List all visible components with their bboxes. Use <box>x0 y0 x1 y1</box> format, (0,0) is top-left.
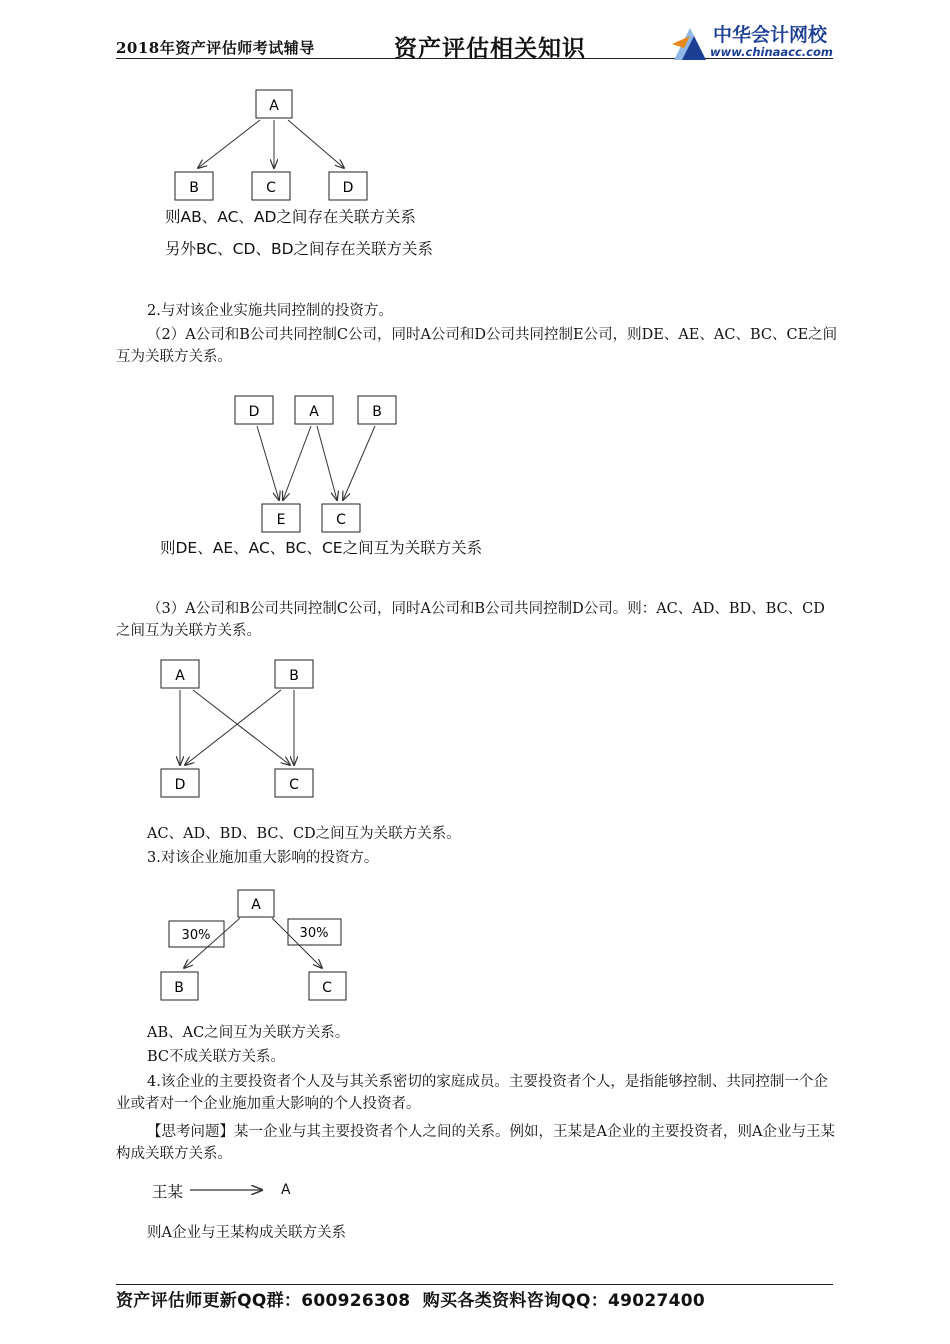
header-course-title: 2018年资产评估师考试辅导 <box>116 39 315 57</box>
node-e-label: E <box>276 512 286 528</box>
arrow-a-e <box>283 426 311 500</box>
logo-url: www.chinaacc.com <box>710 45 833 59</box>
para-relation-list: AC、AD、BD、BC、CD之间互为关联方关系。 <box>147 826 461 842</box>
arrow-b-c <box>343 426 375 500</box>
para-ab-ac: AB、AC之间互为关联方关系。 <box>147 1025 350 1041</box>
logo-name: 中华会计网校 <box>713 24 828 46</box>
pct-left-label: 30% <box>181 928 211 943</box>
pct-right-label: 30% <box>299 926 329 941</box>
arrow-b-d <box>185 690 281 765</box>
para-conclusion: 则A企业与王某构成关联方关系 <box>147 1225 346 1241</box>
arrow-a-d <box>288 120 344 168</box>
node-c-label: C <box>289 777 299 793</box>
node-b-label: B <box>174 980 184 996</box>
node-c-label: C <box>336 512 346 528</box>
arrow-a-b <box>198 120 260 168</box>
logo-mark-icon <box>668 20 712 64</box>
node-d-label: D <box>342 180 354 196</box>
diagram1-caption-2: 另外BC、CD、BD之间存在关联方关系 <box>165 240 434 258</box>
footer-rule <box>116 1284 833 1285</box>
section-3-heading: 3.对该企业施加重大影响的投资方。 <box>147 850 379 866</box>
node-a-label: A <box>175 668 185 684</box>
diagram-joint-control-cross <box>155 655 335 805</box>
section-4-para: 4.该企业的主要投资者个人及与其关系密切的家庭成员。主要投资者个人，是指能够控制、共同控制一个企业或者对一个企业施加重大影响的个人投资者。 <box>116 1074 828 1112</box>
arrow-a-c <box>317 426 337 500</box>
node-d-label: D <box>174 777 186 793</box>
site-logo[interactable] <box>668 18 848 66</box>
diagram2-caption: 则DE、AE、AC、BC、CE之间互为关联方关系 <box>160 539 483 557</box>
para-case-3: （3）A公司和B公司共同控制C公司，同时A公司和B公司共同控制D公司。则：AC、AD、BD、BC、CD之间互为关联方关系。 <box>116 601 825 639</box>
node-d-label: D <box>248 404 260 420</box>
para-think-question: 【思考问题】某一企业与其主要投资者个人之间的关系。例如，王某是A企业的主要投资者，则A企业与王某构成关联方关系。 <box>116 1124 835 1162</box>
arrow-d-e <box>257 426 279 500</box>
para-bc: BC不成关联方关系。 <box>147 1049 286 1065</box>
company-a-label: A <box>281 1182 291 1198</box>
arrow-investor-to-a <box>188 1182 268 1198</box>
node-b-label: B <box>289 668 299 684</box>
header-subject-title: 资产评估相关知识 <box>394 35 586 62</box>
para-case-2: （2）A公司和B公司共同控制C公司，同时A公司和D公司共同控制E公司，则DE、AE、AC、BC、CE之间互为关联方关系。 <box>116 327 838 365</box>
footer-contact: 资产评估师更新QQ群：600926308 购买各类资料咨询QQ：49027400 <box>116 1291 706 1311</box>
node-c-label: C <box>322 980 332 996</box>
node-a-label: A <box>251 897 261 913</box>
section-2-heading: 2.与对该企业实施共同控制的投资方。 <box>147 303 393 319</box>
node-b-label: B <box>372 404 382 420</box>
node-b-label: B <box>189 180 199 196</box>
diagram1-caption-1: 则AB、AC、AD之间存在关联方关系 <box>165 208 416 226</box>
node-a-label: A <box>309 404 319 420</box>
diagram-significant-influence <box>158 886 358 1006</box>
node-c-label: C <box>266 180 276 196</box>
investor-label: 王某 <box>152 1183 184 1201</box>
arrow-a-c <box>193 690 290 765</box>
node-a-label: A <box>269 98 279 114</box>
